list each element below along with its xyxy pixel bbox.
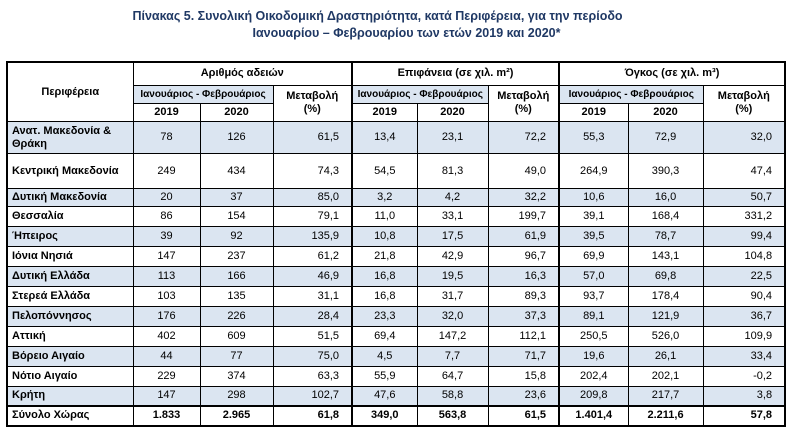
volume-2020-header: 2020: [628, 104, 703, 122]
cell-vc: 3,8: [703, 386, 785, 406]
cell-pc: 51,5: [273, 326, 352, 346]
cell-pc: 102,7: [273, 386, 352, 406]
cell-a19: 54,5: [352, 153, 417, 189]
cell-p20: 166: [200, 266, 273, 286]
area-change-header: [488, 85, 559, 122]
permits-2020-header: 2020: [200, 104, 273, 122]
table-row: [7, 227, 785, 247]
cell-p19: 147: [133, 386, 200, 406]
cell-p19: 103: [133, 286, 200, 306]
cell-v20: 202,1: [628, 366, 703, 386]
header-row-1: [7, 62, 785, 85]
cell-v20: 69,8: [628, 266, 703, 286]
cell-a19: 16,8: [352, 286, 417, 306]
region-name-cell: Κεντρική Μακεδονία: [7, 153, 133, 189]
cell-vc: 47,4: [703, 153, 785, 189]
cell-vc: 33,4: [703, 346, 785, 366]
table-row: [7, 207, 785, 227]
change-unit: (%): [735, 103, 753, 116]
cell-ac: 37,3: [488, 306, 559, 326]
change-unit: (%): [303, 103, 321, 116]
cell-p20: 374: [200, 366, 273, 386]
cell-p20: 154: [200, 207, 273, 227]
cell-v20: 78,7: [628, 227, 703, 247]
cell-v19: 89,1: [559, 306, 628, 326]
cell-pc: 135,9: [273, 227, 352, 247]
cell-ac: 61,5: [488, 406, 559, 426]
cell-vc: 32,0: [703, 122, 785, 153]
cell-a20: 19,5: [417, 266, 488, 286]
cell-p19: 147: [133, 247, 200, 267]
cell-pc: 61,5: [273, 122, 352, 153]
cell-pc: 75,0: [273, 346, 352, 366]
region-name-cell: Πελοπόννησος: [7, 306, 133, 326]
cell-a19: 10,8: [352, 227, 417, 247]
volume-2019-header: 2019: [559, 104, 628, 122]
cell-v20: 143,1: [628, 247, 703, 267]
table-row: [7, 122, 785, 153]
cell-a19: 349,0: [352, 406, 417, 426]
cell-p20: 609: [200, 326, 273, 346]
cell-v20: 72,9: [628, 122, 703, 153]
cell-p19: 249: [133, 153, 200, 189]
cell-p20: 298: [200, 386, 273, 406]
cell-a19: 47,6: [352, 386, 417, 406]
table-title: [0, 8, 795, 42]
cell-v20: 121,9: [628, 306, 703, 326]
cell-a20: 42,9: [417, 247, 488, 267]
area-header: Επιφάνεια (σε χιλ. m²): [352, 62, 559, 85]
cell-ac: 32,2: [488, 189, 559, 207]
table-row: [7, 247, 785, 267]
cell-p19: 113: [133, 266, 200, 286]
cell-ac: 16,3: [488, 266, 559, 286]
cell-vc: 22,5: [703, 266, 785, 286]
permits-change-header: [273, 85, 352, 122]
cell-a19: 4,5: [352, 346, 417, 366]
cell-p19: 402: [133, 326, 200, 346]
region-name-cell: Στερεά Ελλάδα: [7, 286, 133, 306]
volume-period-header: Ιανουάριος - Φεβρουάριος: [559, 85, 703, 104]
cell-a20: 4,2: [417, 189, 488, 207]
cell-a19: 69,4: [352, 326, 417, 346]
permits-period-header: Ιανουάριος - Φεβρουάριος: [133, 85, 273, 104]
area-2019-header: 2019: [352, 104, 417, 122]
cell-p19: 20: [133, 189, 200, 207]
cell-v19: 264,9: [559, 153, 628, 189]
table-row: [7, 346, 785, 366]
region-name-cell: Θεσσαλία: [7, 207, 133, 227]
cell-v19: 39,5: [559, 227, 628, 247]
cell-pc: 63,3: [273, 366, 352, 386]
cell-vc: 36,7: [703, 306, 785, 326]
region-name-cell: Δυτική Μακεδονία: [7, 189, 133, 207]
cell-a19: 3,2: [352, 189, 417, 207]
region-name-cell: Ανατ. Μακεδονία & Θράκη: [7, 122, 133, 153]
cell-p19: 229: [133, 366, 200, 386]
cell-a20: 58,8: [417, 386, 488, 406]
region-name-cell: Σύνολο Χώρας: [7, 406, 133, 426]
permits-header: Αριθμός αδειών: [133, 62, 352, 85]
cell-v19: 55,3: [559, 122, 628, 153]
cell-vc: 104,8: [703, 247, 785, 267]
cell-pc: 31,1: [273, 286, 352, 306]
cell-ac: 49,0: [488, 153, 559, 189]
cell-p20: 126: [200, 122, 273, 153]
cell-p19: 86: [133, 207, 200, 227]
cell-p19: 78: [133, 122, 200, 153]
cell-pc: 74,3: [273, 153, 352, 189]
cell-v20: 526,0: [628, 326, 703, 346]
cell-p19: 39: [133, 227, 200, 247]
cell-pc: 79,1: [273, 207, 352, 227]
change-unit: (%): [514, 103, 532, 116]
cell-p19: 44: [133, 346, 200, 366]
cell-ac: 23,6: [488, 386, 559, 406]
cell-v19: 202,4: [559, 366, 628, 386]
table-row: [7, 189, 785, 207]
cell-a19: 13,4: [352, 122, 417, 153]
cell-vc: 50,7: [703, 189, 785, 207]
cell-v20: 16,0: [628, 189, 703, 207]
area-2020-header: 2020: [417, 104, 488, 122]
change-label: Μεταβολή: [286, 90, 339, 103]
cell-ac: 61,9: [488, 227, 559, 247]
cell-v20: 168,4: [628, 207, 703, 227]
cell-pc: 46,9: [273, 266, 352, 286]
cell-ac: 71,7: [488, 346, 559, 366]
cell-p20: 434: [200, 153, 273, 189]
table-row: [7, 266, 785, 286]
cell-vc: 331,2: [703, 207, 785, 227]
cell-pc: 61,2: [273, 247, 352, 267]
construction-activity-table: [6, 61, 786, 427]
cell-vc: 90,4: [703, 286, 785, 306]
cell-a20: 81,3: [417, 153, 488, 189]
cell-a20: 31,7: [417, 286, 488, 306]
cell-ac: 89,3: [488, 286, 559, 306]
cell-v20: 390,3: [628, 153, 703, 189]
cell-pc: 85,0: [273, 189, 352, 207]
table-row: [7, 326, 785, 346]
cell-p19: 176: [133, 306, 200, 326]
cell-v19: 39,1: [559, 207, 628, 227]
region-name-cell: Δυτική Ελλάδα: [7, 266, 133, 286]
cell-pc: 28,4: [273, 306, 352, 326]
cell-a20: 23,1: [417, 122, 488, 153]
region-name-cell: Κρήτη: [7, 386, 133, 406]
cell-p20: 92: [200, 227, 273, 247]
cell-a20: 32,0: [417, 306, 488, 326]
region-name-cell: Βόρειο Αιγαίο: [7, 346, 133, 366]
area-period-header: Ιανουάριος - Φεβρουάριος: [352, 85, 488, 104]
cell-v19: 1.401,4: [559, 406, 628, 426]
cell-v20: 217,7: [628, 386, 703, 406]
change-label: Μεταβολή: [717, 90, 770, 103]
cell-p20: 37: [200, 189, 273, 207]
cell-a20: 33,1: [417, 207, 488, 227]
table-body: [7, 62, 785, 426]
cell-a20: 7,7: [417, 346, 488, 366]
cell-a19: 23,3: [352, 306, 417, 326]
cell-a20: 147,2: [417, 326, 488, 346]
cell-a19: 21,8: [352, 247, 417, 267]
cell-a20: 563,8: [417, 406, 488, 426]
cell-p20: 135: [200, 286, 273, 306]
region-header: Περιφέρεια: [7, 62, 133, 122]
cell-p20: 237: [200, 247, 273, 267]
volume-change-header: [703, 85, 785, 122]
table-row: [7, 366, 785, 386]
total-row: [7, 406, 785, 426]
cell-vc: 57,8: [703, 406, 785, 426]
region-name-cell: Αττική: [7, 326, 133, 346]
permits-2019-header: 2019: [133, 104, 200, 122]
cell-vc: 99,4: [703, 227, 785, 247]
cell-a19: 16,8: [352, 266, 417, 286]
cell-vc: -0,2: [703, 366, 785, 386]
cell-v19: 10,6: [559, 189, 628, 207]
cell-p20: 226: [200, 306, 273, 326]
table-title-line2: Ιανουαρίου – Φεβρουαρίου των ετών 2019 και 2020*: [252, 26, 561, 40]
table-row: [7, 153, 785, 189]
table-title-line1: Πίνακας 5. Συνολική Οικοδομική Δραστηριότητα, κατά Περιφέρεια, για την περίοδο: [132, 9, 623, 23]
cell-v19: 209,8: [559, 386, 628, 406]
cell-a19: 11,0: [352, 207, 417, 227]
cell-v19: 57,0: [559, 266, 628, 286]
region-name-cell: Ήπειρος: [7, 227, 133, 247]
cell-v19: 69,9: [559, 247, 628, 267]
change-label: Μεταβολή: [497, 90, 550, 103]
cell-v19: 93,7: [559, 286, 628, 306]
table-row: [7, 386, 785, 406]
table-row: [7, 306, 785, 326]
cell-ac: 15,8: [488, 366, 559, 386]
cell-p20: 2.965: [200, 406, 273, 426]
cell-a20: 64,7: [417, 366, 488, 386]
volume-header: Όγκος (σε χιλ. m³): [559, 62, 785, 85]
table-row: [7, 286, 785, 306]
cell-ac: 199,7: [488, 207, 559, 227]
cell-vc: 109,9: [703, 326, 785, 346]
cell-v20: 2.211,6: [628, 406, 703, 426]
cell-p19: 1.833: [133, 406, 200, 426]
cell-a20: 17,5: [417, 227, 488, 247]
cell-p20: 77: [200, 346, 273, 366]
cell-pc: 61,8: [273, 406, 352, 426]
cell-v19: 250,5: [559, 326, 628, 346]
region-name-cell: Νότιο Αιγαίο: [7, 366, 133, 386]
region-name-cell: Ιόνια Νησιά: [7, 247, 133, 267]
cell-v20: 178,4: [628, 286, 703, 306]
cell-v20: 26,1: [628, 346, 703, 366]
cell-a19: 55,9: [352, 366, 417, 386]
cell-ac: 112,1: [488, 326, 559, 346]
cell-v19: 19,6: [559, 346, 628, 366]
cell-ac: 96,7: [488, 247, 559, 267]
cell-ac: 72,2: [488, 122, 559, 153]
